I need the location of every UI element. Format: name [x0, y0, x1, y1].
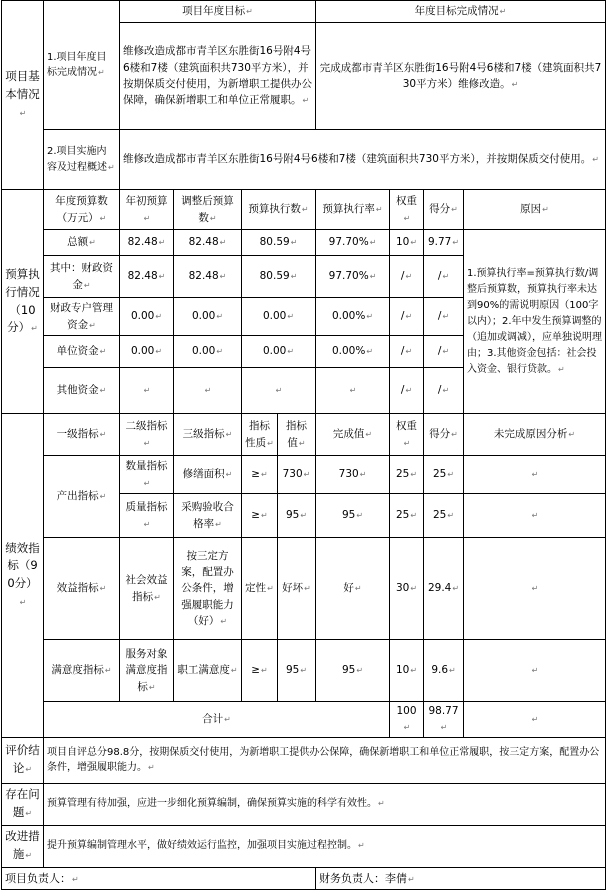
- budget-row-score: 9.77 ↵: [424, 230, 464, 256]
- budget-score-header: 得分 ↵: [424, 190, 464, 230]
- perf-group-benefit: 效益指标 ↵: [44, 538, 120, 640]
- budget-row-score: / ↵: [424, 336, 464, 368]
- budget-row-total: [2, 230, 606, 256]
- perf-row-score: 9.6 ↵: [424, 640, 464, 702]
- perf-row-completed: 好 ↵: [316, 538, 390, 640]
- budget-row-initial: 0.00 ↵: [120, 298, 174, 336]
- budget-row-score: / ↵: [424, 368, 464, 414]
- perf-total-row: [2, 702, 606, 738]
- budget-row-executed: 80.59 ↵: [242, 256, 316, 298]
- perf-level2-header: 二级指标 ↵: [120, 414, 174, 456]
- budget-row-initial: [120, 368, 174, 414]
- perf-row-level3: 修缮面积 ↵: [174, 456, 242, 494]
- perf-total-weight: 100 ↵: [390, 702, 424, 738]
- budget-amount-header: 年度预算数（万元） ↵: [44, 190, 120, 230]
- budget-row-name: 财政专户管理资金 ↵: [44, 298, 120, 336]
- budget-reason-note: 1.预算执行率=预算执行数/调整后预算数，预算执行率未达到90%的需说明原因（100字以内）；2.年中发生预算调整的（追加或调减），应单独说明理由；3.其他资金包括：社会投入资金、银行贷款。 ↵: [464, 230, 606, 414]
- perf-row-score: 25 ↵: [424, 494, 464, 538]
- perf-group-output: 产出指标 ↵: [44, 456, 120, 538]
- perf-row-score: 29.4 ↵: [424, 538, 464, 640]
- budget-rate-header: 预算执行率 ↵: [316, 190, 390, 230]
- perf-row-level2: 服务对象满意度指标 ↵: [120, 640, 174, 702]
- perf-reason-header: 未完成原因分析 ↵: [464, 414, 606, 456]
- perf-total-score: 98.77 ↵: [424, 702, 464, 738]
- budget-row-rate: 97.70% ↵: [316, 230, 390, 256]
- budget-row-name: 其他资金 ↵: [44, 368, 120, 414]
- perf-row-weight: 25 ↵: [390, 494, 424, 538]
- budget-reason-header: 原因 ↵: [464, 190, 606, 230]
- issues-text: 预算管理有待加强，应进一步细化预算编制，确保预算实施的科学有效性。 ↵: [44, 783, 606, 825]
- budget-row-adjusted: [174, 368, 242, 414]
- budget-row-adjusted: 82.48 ↵: [174, 256, 242, 298]
- budget-row-name: 其中：财政资金 ↵: [44, 256, 120, 298]
- perf-value-header: 指标值 ↵: [278, 414, 316, 456]
- completion-header: 年度目标完成情况 ↵: [316, 1, 606, 23]
- perf-row-value: 好坏 ↵: [278, 538, 316, 640]
- basic-section-label: 项目基本情况 ↵: [2, 1, 44, 190]
- budget-row-initial: 0.00 ↵: [120, 336, 174, 368]
- project-lead-name: [71, 872, 79, 885]
- budget-row-rate: 0.00% ↵: [316, 336, 390, 368]
- budget-row-executed: 0.00 ↵: [242, 336, 316, 368]
- perf-row-value: 95 ↵: [278, 494, 316, 538]
- finance-lead-name: 李倩 ↵: [385, 872, 415, 885]
- budget-weight-header: 权重 ↵: [390, 190, 424, 230]
- perf-row-level2: 数量指标 ↵: [120, 456, 174, 494]
- perf-row-reason: [464, 456, 606, 494]
- row2-content: 维修改造成都市青羊区东胜街16号附4号6楼和7楼（建筑面积共730平方米），并按期保质交付使用。 ↵: [120, 130, 606, 190]
- perf-row-nature: 定性 ↵: [242, 538, 278, 640]
- perf-level3-header: 三级指标 ↵: [174, 414, 242, 456]
- improvement-text: 提升预算编制管理水平，做好绩效运行监控，加强项目实施过程控制。 ↵: [44, 825, 606, 867]
- perf-level1-header: 一级指标 ↵: [44, 414, 120, 456]
- perf-row-reason: [464, 538, 606, 640]
- perf-row-nature: ≥ ↵: [242, 456, 278, 494]
- budget-row-executed: [242, 368, 316, 414]
- perf-row-level3: 按三定方案，配置办公条件，增强履职能力（好） ↵: [174, 538, 242, 640]
- budget-row-weight: / ↵: [390, 336, 424, 368]
- perf-nature-header: 指标性质 ↵: [242, 414, 278, 456]
- perf-row-level2: 社会效益指标 ↵: [120, 538, 174, 640]
- perf-row-quantity: [2, 456, 606, 494]
- finance-lead-label: 财务负责人：: [319, 871, 386, 885]
- budget-initial-header: 年初预算 ↵: [120, 190, 174, 230]
- issues-label: 存在问题 ↵: [2, 783, 44, 825]
- row1-target: 维修改造成都市青羊区东胜街16号附4号6楼和7楼（建筑面积共730平方米），并按期保质交付使用，为新增职工提供办公保障，确保新增职工和单位正常履职。 ↵: [120, 23, 316, 130]
- perf-row-reason: [464, 640, 606, 702]
- row1-completion: 完成成都市青羊区东胜街16号附4号6楼和7楼（建筑面积共730平方米）维修改造。 ↵: [316, 23, 606, 130]
- project-lead-label: 项目负责人：: [5, 871, 71, 885]
- perf-row-weight: 10 ↵: [390, 640, 424, 702]
- evaluation-text: 项目自评总分98.8分，按期保质交付使用，为新增职工提供办公保障，确保新增职工和单位正常履职，按三定方案，配置办公条件，增强履职能力。 ↵: [44, 737, 606, 783]
- perf-row-completed: 730 ↵: [316, 456, 390, 494]
- budget-row-name: 单位资金 ↵: [44, 336, 120, 368]
- perf-weight-header: 权重 ↵: [390, 414, 424, 456]
- budget-row-executed: 0.00 ↵: [242, 298, 316, 336]
- perf-row-value: 95 ↵: [278, 640, 316, 702]
- perf-row-completed: 95 ↵: [316, 640, 390, 702]
- perf-group-satisfaction: 满意度指标 ↵: [44, 640, 120, 702]
- project-lead: [2, 867, 316, 889]
- perf-row-score: 25 ↵: [424, 456, 464, 494]
- budget-row-executed: 80.59 ↵: [242, 230, 316, 256]
- budget-row-weight: / ↵: [390, 368, 424, 414]
- budget-row-score: / ↵: [424, 256, 464, 298]
- perf-score-header: 得分 ↵: [424, 414, 464, 456]
- budget-row-weight: / ↵: [390, 298, 424, 336]
- improvement-label: 改进措施 ↵: [2, 825, 44, 867]
- perf-total-reason: [464, 702, 606, 738]
- target-header: 项目年度目标 ↵: [120, 1, 316, 23]
- budget-row-weight: / ↵: [390, 256, 424, 298]
- budget-row-name: 总额 ↵: [44, 230, 120, 256]
- perf-row-reason: [464, 494, 606, 538]
- finance-lead: [316, 867, 606, 889]
- budget-row-initial: 82.48 ↵: [120, 230, 174, 256]
- budget-row-rate: [316, 368, 390, 414]
- perf-row-nature: ≥ ↵: [242, 640, 278, 702]
- perf-completed-header: 完成值 ↵: [316, 414, 390, 456]
- perf-row-weight: 30 ↵: [390, 538, 424, 640]
- perf-row-level2: 质量指标 ↵: [120, 494, 174, 538]
- perf-row-weight: 25 ↵: [390, 456, 424, 494]
- perf-row-social: [2, 538, 606, 640]
- performance-evaluation-table: [1, 0, 606, 890]
- budget-row-rate: 97.70% ↵: [316, 256, 390, 298]
- perf-row-level3: 采购验收合格率 ↵: [174, 494, 242, 538]
- perf-row-level3: 职工满意度 ↵: [174, 640, 242, 702]
- row2-label: 2.项目实施内容及过程概述 ↵: [44, 130, 120, 190]
- budget-section-label: 预算执行情况（10分） ↵: [2, 190, 44, 414]
- row1-label: 1.项目年度目标完成情况 ↵: [44, 1, 120, 130]
- perf-row-satisfaction: [2, 640, 606, 702]
- budget-row-adjusted: 0.00 ↵: [174, 336, 242, 368]
- budget-row-initial: 82.48 ↵: [120, 256, 174, 298]
- perf-total-label: 合计 ↵: [44, 702, 390, 738]
- perf-row-value: 730 ↵: [278, 456, 316, 494]
- budget-row-score: / ↵: [424, 298, 464, 336]
- perf-row-completed: 95 ↵: [316, 494, 390, 538]
- budget-executed-header: 预算执行数 ↵: [242, 190, 316, 230]
- budget-row-weight: 10 ↵: [390, 230, 424, 256]
- budget-adjusted-header: 调整后预算数 ↵: [174, 190, 242, 230]
- performance-section-label: 绩效指标（90分） ↵: [2, 414, 44, 738]
- budget-row-adjusted: 0.00 ↵: [174, 298, 242, 336]
- budget-row-adjusted: 82.48 ↵: [174, 230, 242, 256]
- evaluation-label: 评价结论 ↵: [2, 737, 44, 783]
- budget-row-rate: 0.00% ↵: [316, 298, 390, 336]
- perf-row-nature: ≥ ↵: [242, 494, 278, 538]
